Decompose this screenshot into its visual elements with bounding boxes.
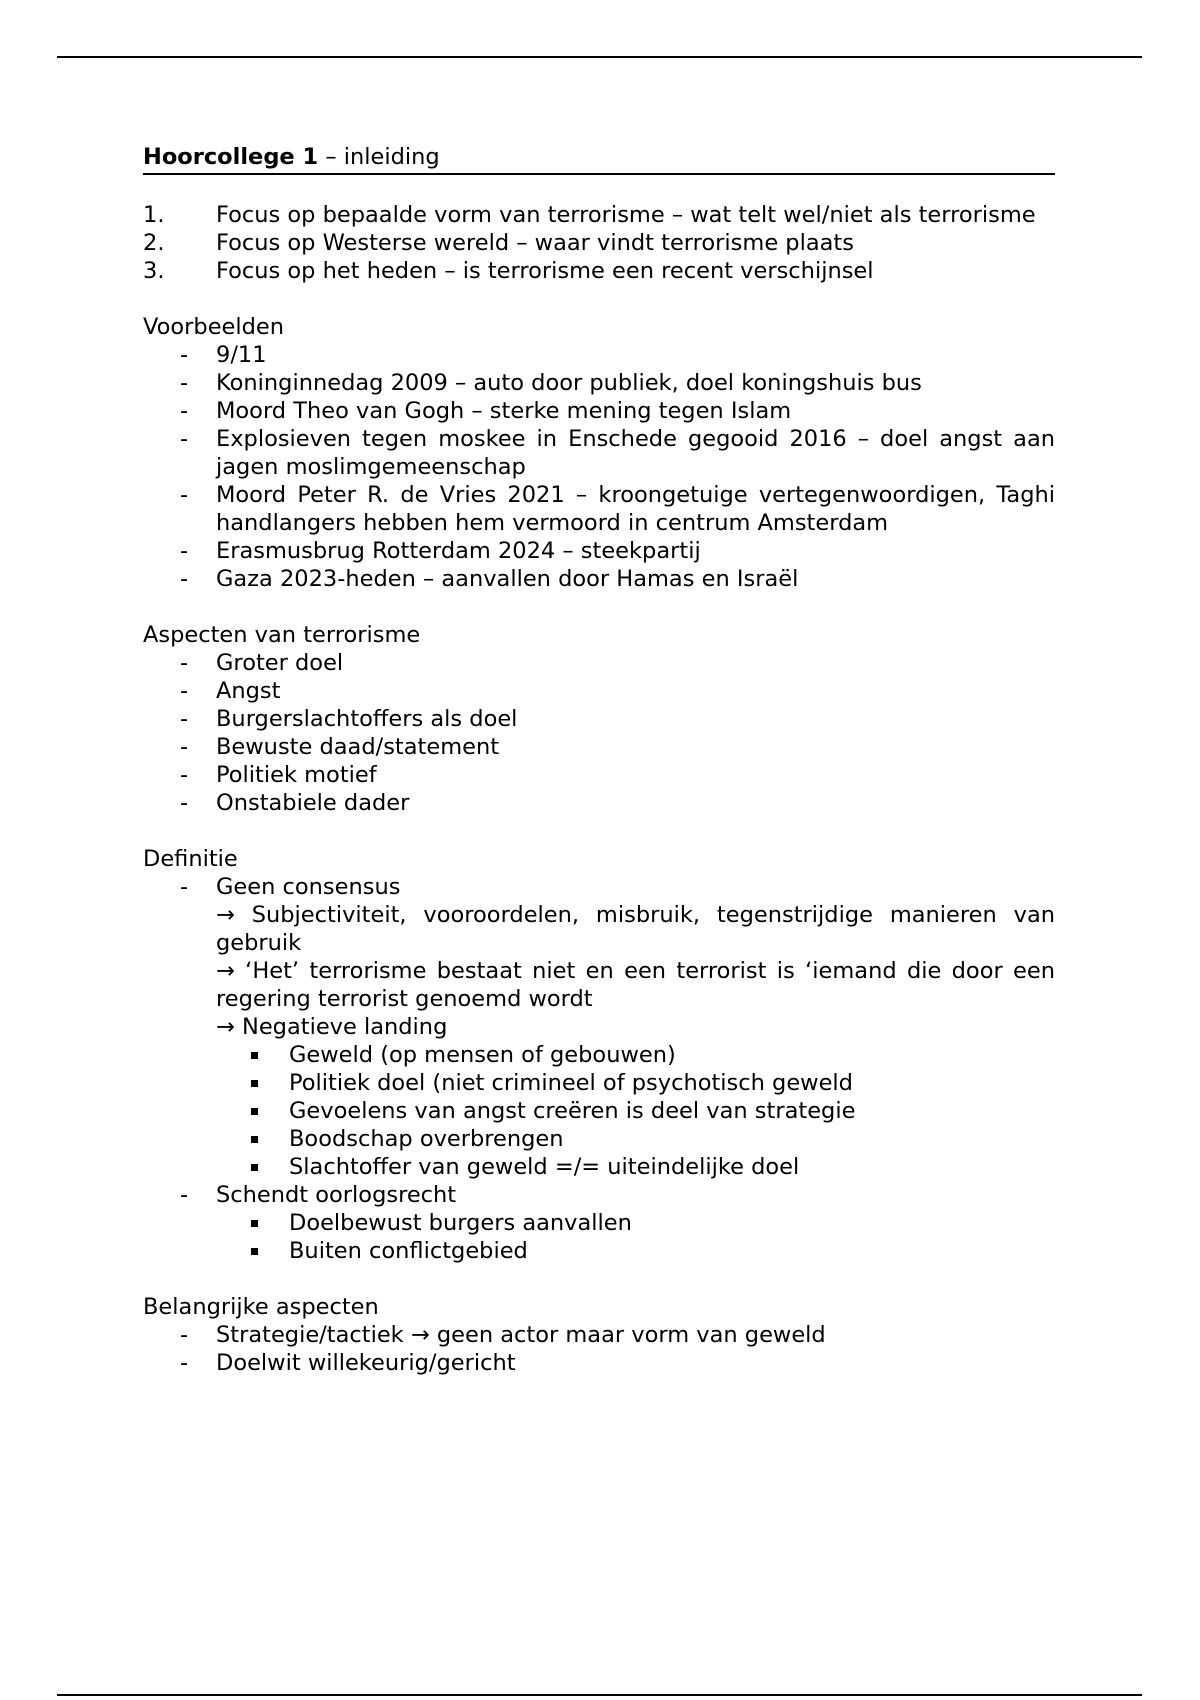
square-bullet-icon [216,1237,289,1265]
list-item: - Politiek motief [180,762,377,788]
sub-list-item: Gevoelens van angst creëren is deel van strategie [143,1097,1055,1125]
footer-rule [57,1694,1142,1696]
sub-list-item: Geweld (op mensen of gebouwen) [143,1041,1055,1069]
list-item: - Moord Theo van Gogh – sterke mening tegen Islam [180,398,792,424]
belangrijk-section [143,1293,1055,1377]
sub-list-item: Politiek doel (niet crimineel of psychotisch geweld [143,1069,1055,1097]
title-bold: Hoorcollege 1 [143,144,319,170]
list-item: - Schendt oorlogsrecht [180,1182,457,1208]
section-heading: Voorbeelden [143,314,285,340]
section-heading: Aspecten van terrorisme [143,622,421,648]
section-heading: Belangrijke aspecten [143,1294,379,1320]
list-item: 1. Focus op bepaalde vorm van terrorisme – wat telt wel/niet als terrorisme [143,202,1036,228]
header-rule [57,56,1142,58]
title-rest: – inleiding [318,144,440,170]
definitie-section [143,845,1055,1265]
list-item: - Burgerslachtoffers als doel [180,706,518,732]
list-item: - Erasmusbrug Rotterdam 2024 – steekpartij [180,538,701,564]
list-item: - Strategie/tactiek → geen actor maar vorm van geweld [180,1322,826,1348]
arrow-note: → Negatieve landing [216,1014,448,1040]
square-bullet-icon [216,1097,289,1125]
list-item: - Gaza 2023-heden – aanvallen door Hamas en Israël [180,566,799,592]
voorbeelden-section [143,313,1055,593]
document-body [143,143,1055,1377]
list-item: - Doelwit willekeurig/gericht [180,1350,516,1376]
aspecten-section [143,621,1055,817]
list-item: - Angst [180,678,281,704]
square-bullet-icon [216,1125,289,1153]
list-item: - Geen consensus [180,874,401,900]
sub-list-item: Slachtoffer van geweld =/= uiteindelijke doel [143,1153,1055,1181]
list-item: - Moord Peter R. de Vries 2021 – kroongetuige vertegenwoordigen, Taghi handlangers hebben hem vermoord in centrum Amsterdam [180,482,1055,536]
sub-list-item: Doelbewust burgers aanvallen [143,1209,1055,1237]
square-bullet-icon [216,1069,289,1097]
sub-list-item: Boodschap overbrengen [143,1125,1055,1153]
square-bullet-icon [216,1209,289,1237]
arrow-note: → Subjectiviteit, vooroordelen, misbruik, tegenstrijdige manieren van gebruik [216,902,1055,956]
arrow-note: → ‘Het’ terrorisme bestaat niet en een terrorist is ‘iemand die door een regering terrorist genoemd wordt [216,958,1055,1012]
page-title [143,143,1055,175]
list-item: 3. Focus op het heden – is terrorisme een recent verschijnsel [143,258,874,284]
list-item: - Explosieven tegen moskee in Enschede gegooid 2016 – doel angst aan jagen moslimgemeenschap [180,426,1055,480]
focus-list [143,201,1055,285]
list-item: - Koninginnedag 2009 – auto door publiek, doel koningshuis bus [180,370,922,396]
square-bullet-icon [216,1153,289,1181]
list-item: - Groter doel [180,650,344,676]
sub-list-item: Buiten conflictgebied [143,1237,1055,1265]
list-item: 2. Focus op Westerse wereld – waar vindt terrorisme plaats [143,230,854,256]
list-item: - Onstabiele dader [180,790,410,816]
section-heading: Definitie [143,846,238,872]
list-item: - 9/11 [180,342,267,368]
list-item: - Bewuste daad/statement [180,734,500,760]
square-bullet-icon [216,1041,289,1069]
